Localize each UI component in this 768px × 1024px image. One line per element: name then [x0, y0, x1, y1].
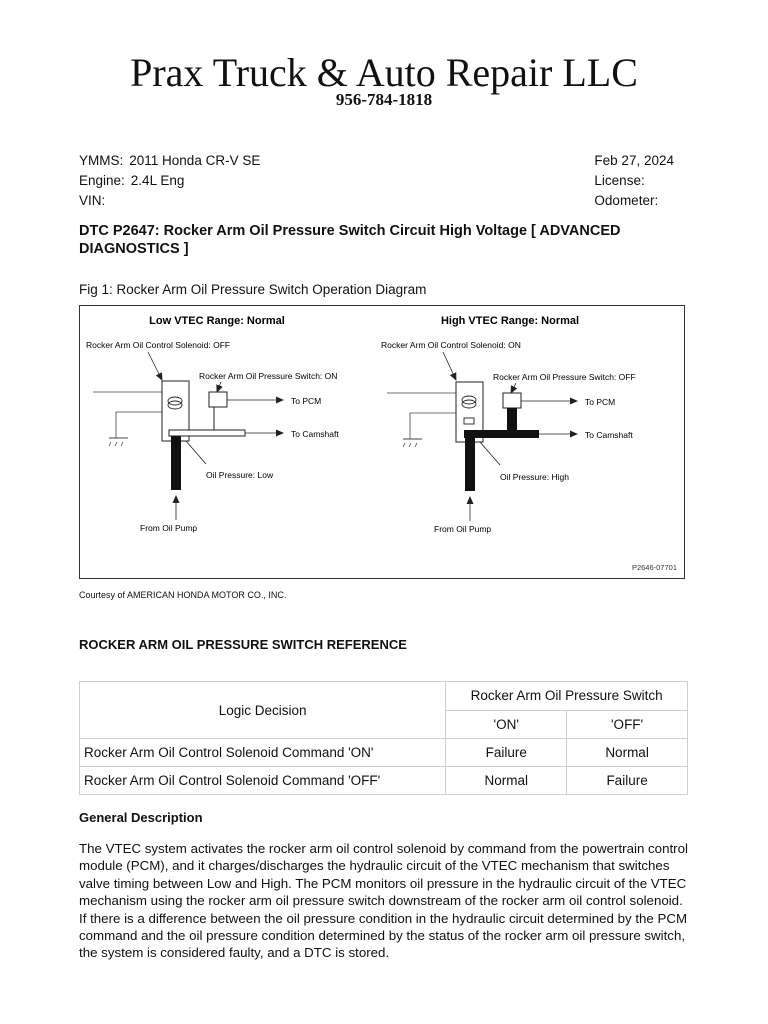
engine-value: 2.4L Eng: [130, 173, 185, 188]
right-ground-tick: [409, 443, 411, 447]
courtesy-note: Courtesy of AMERICAN HONDA MOTOR CO., INC.: [79, 590, 287, 600]
right-pressure-leader: [480, 442, 500, 465]
low-vtec-panel: [86, 315, 339, 533]
service-info: [594, 151, 674, 211]
left-to-camshaft-label: To Camshaft: [291, 429, 339, 439]
row-label: Rocker Arm Oil Control Solenoid Command 'OFF': [80, 767, 446, 795]
right-switch-leader: [511, 383, 516, 393]
left-switch-label: Rocker Arm Oil Pressure Switch: ON: [199, 371, 338, 381]
odometer-label: Odometer:: [594, 193, 659, 208]
high-vtec-title: High VTEC Range: Normal: [440, 315, 580, 327]
dtc-title: DTC P2647: Rocker Arm Oil Pressure Switch Circuit High Voltage [ ADVANCED DIAGNOSTICS ]: [79, 223, 621, 257]
col-on-header: 'ON': [446, 710, 567, 739]
left-oil-channel: [169, 430, 245, 436]
left-pressure-label: Oil Pressure: Low: [206, 470, 274, 480]
table-row: [80, 767, 688, 795]
operation-diagram: [79, 305, 685, 579]
right-pressure-label: Oil Pressure: High: [500, 472, 569, 482]
left-ground-tick: [115, 442, 117, 446]
general-description-heading: General Description: [79, 810, 203, 825]
vin-row: [79, 191, 260, 211]
right-switch-stem: [507, 408, 517, 432]
operation-diagram-svg: [80, 306, 684, 578]
table-header-row: [80, 682, 688, 711]
left-solenoid-leader: [148, 352, 162, 380]
right-switch-label: Rocker Arm Oil Pressure Switch: OFF: [493, 372, 636, 382]
engine-row: [79, 171, 260, 191]
right-pressure-switch: [503, 393, 521, 408]
license-label: License:: [594, 173, 645, 188]
right-solenoid-plunger: [464, 418, 474, 424]
shop-name: Prax Truck & Auto Repair LLC: [130, 50, 638, 95]
right-solenoid-leader: [443, 352, 456, 380]
row-label: Rocker Arm Oil Control Solenoid Command 'ON': [80, 739, 446, 767]
service-date: Feb 27, 2024: [594, 153, 674, 168]
right-oil-column: [465, 436, 475, 491]
right-oil-channel: [464, 430, 539, 438]
right-to-camshaft-label: To Camshaft: [585, 430, 633, 440]
right-to-pcm-label: To PCM: [585, 397, 616, 407]
vin-label: VIN:: [79, 193, 106, 208]
left-switch-leader: [217, 382, 221, 392]
logic-decision-header: Logic Decision: [80, 682, 446, 739]
figure-code: P2646-07701: [631, 563, 677, 572]
shop-phone: 956-784-1818: [335, 90, 433, 109]
left-from-pump-label: From Oil Pump: [140, 523, 198, 533]
reference-heading: ROCKER ARM OIL PRESSURE SWITCH REFERENCE: [79, 637, 407, 652]
right-ground-tick: [415, 443, 417, 447]
left-oil-column: [171, 436, 181, 490]
low-vtec-title: Low VTEC Range: Normal: [149, 315, 285, 327]
ymms-row: [79, 151, 260, 171]
table-row: [80, 739, 688, 767]
ymms-value: 2011 Honda CR-V SE: [129, 153, 261, 168]
row-off-value: Normal: [567, 739, 688, 767]
engine-label: Engine:: [79, 173, 125, 188]
left-solenoid-label: Rocker Arm Oil Control Solenoid: OFF: [86, 340, 231, 350]
row-off-value: Failure: [567, 767, 688, 795]
left-to-pcm-label: To PCM: [291, 396, 322, 406]
general-description-body: The VTEC system activates the rocker arm oil control solenoid by command from the powertrain control module (PCM), and it charges/discharges the hydraulic circuit of the VTEC mechanism that switches valve timing between Low and High. The PCM monitors oil pressure in the hydraulic circuit of the VTEC mechanism using the rocker arm oil pressure switch downstream of the rocker arm oil control solenoid. If there is a difference between the oil pressure condition in the hydraulic circuit determined by the PCM command and the oil pressure condition determined by the status of the rocker arm oil pressure switch, the system is considered faulty, and a DTC is stored.: [79, 841, 688, 961]
right-ground-tick: [403, 443, 405, 447]
left-ground-tick: [121, 442, 123, 446]
col-off-header: 'OFF': [567, 710, 688, 739]
right-from-pump-label: From Oil Pump: [434, 524, 492, 534]
row-on-value: Failure: [446, 739, 567, 767]
left-ground-tick: [109, 442, 111, 446]
row-on-value: Normal: [446, 767, 567, 795]
left-pressure-leader: [186, 441, 206, 464]
high-vtec-panel: [381, 315, 636, 534]
vehicle-info: [79, 151, 260, 211]
left-pressure-switch: [209, 392, 227, 407]
figure-caption: Fig 1: Rocker Arm Oil Pressure Switch Operation Diagram: [79, 282, 427, 297]
ymms-label: YMMS:: [79, 153, 124, 168]
reference-table: [79, 681, 688, 795]
switch-header: Rocker Arm Oil Pressure Switch: [446, 682, 688, 711]
right-solenoid-label: Rocker Arm Oil Control Solenoid: ON: [381, 340, 521, 350]
